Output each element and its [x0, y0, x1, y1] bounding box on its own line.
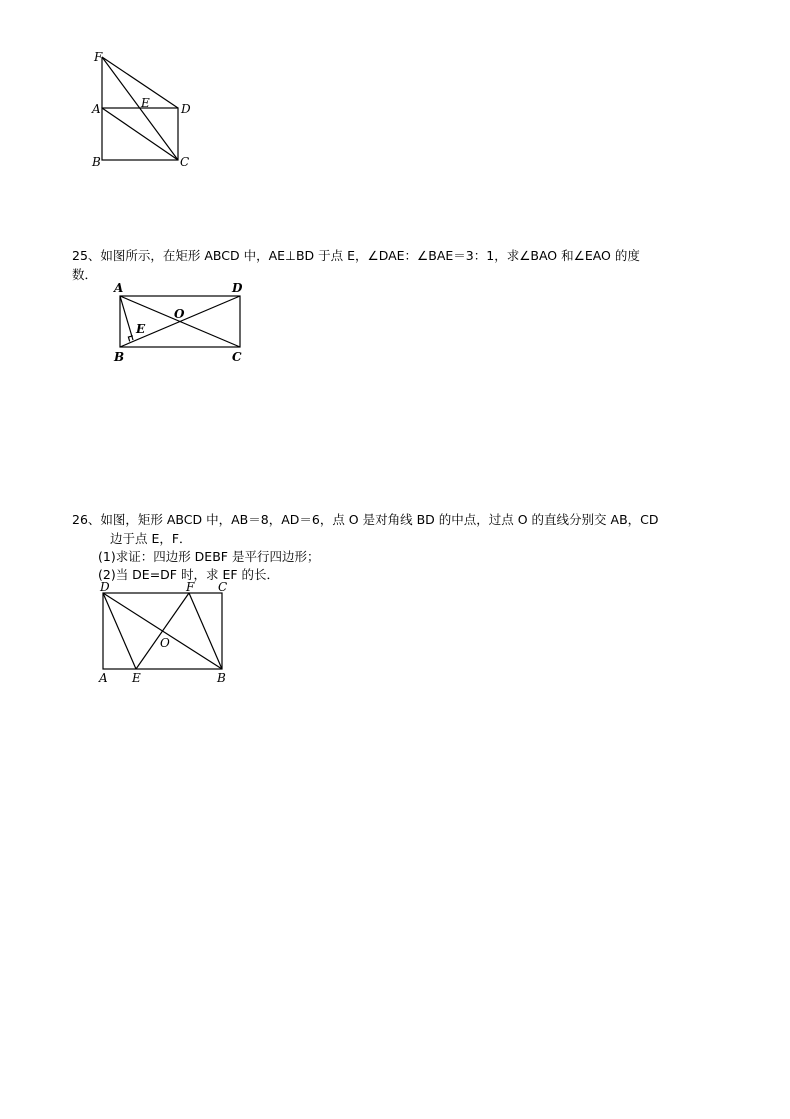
- label-d: D: [100, 580, 110, 594]
- label-o: O: [160, 636, 170, 650]
- label-b: B: [92, 155, 101, 169]
- label-a: A: [92, 102, 101, 116]
- q26-part1: (1)求证：四边形 DEBF 是平行四边形；: [98, 549, 320, 564]
- label-a: A: [99, 671, 108, 685]
- label-c: C: [180, 155, 190, 169]
- label-b: B: [217, 671, 226, 685]
- q26-part2: (2)当 DE=DF 时，求 EF 的长．: [98, 567, 280, 582]
- figure-fad-rectangle: [80, 45, 210, 175]
- segment-fd: [102, 57, 178, 108]
- segment-ae: [120, 296, 133, 340]
- figure-q26-rectangle: [92, 578, 237, 690]
- q26-text-line1: 26、如图，矩形 ABCD 中，AB＝8，AD＝6，点 O 是对角线 BD 的中点，过点 O 的直线分别交 AB，CD: [72, 512, 659, 527]
- label-d: D: [181, 102, 191, 116]
- label-o: O: [174, 307, 185, 321]
- label-b: B: [114, 350, 125, 364]
- segment-ac: [102, 108, 178, 160]
- label-e: E: [132, 671, 141, 685]
- figure-q25-rectangle: [110, 280, 255, 370]
- q25-text-line2: 数．: [72, 267, 98, 282]
- segment-de: [103, 593, 136, 669]
- label-a: A: [114, 281, 124, 295]
- label-e: E: [136, 322, 146, 336]
- label-f: F: [94, 50, 103, 64]
- label-d: D: [232, 281, 243, 295]
- q25-text-line1: 25、如图所示，在矩形 ABCD 中，AE⊥BD 于点 E，∠DAE：∠BAE＝3：1，求∠BAO 和∠EAO 的度: [72, 248, 640, 263]
- segment-ef: [136, 593, 189, 669]
- label-c: C: [218, 580, 228, 594]
- q26-text-line2: 边于点 E，F．: [110, 531, 192, 546]
- label-c: C: [232, 350, 242, 364]
- segment-fb: [189, 593, 222, 669]
- label-f: F: [186, 580, 195, 594]
- label-e: E: [141, 96, 150, 110]
